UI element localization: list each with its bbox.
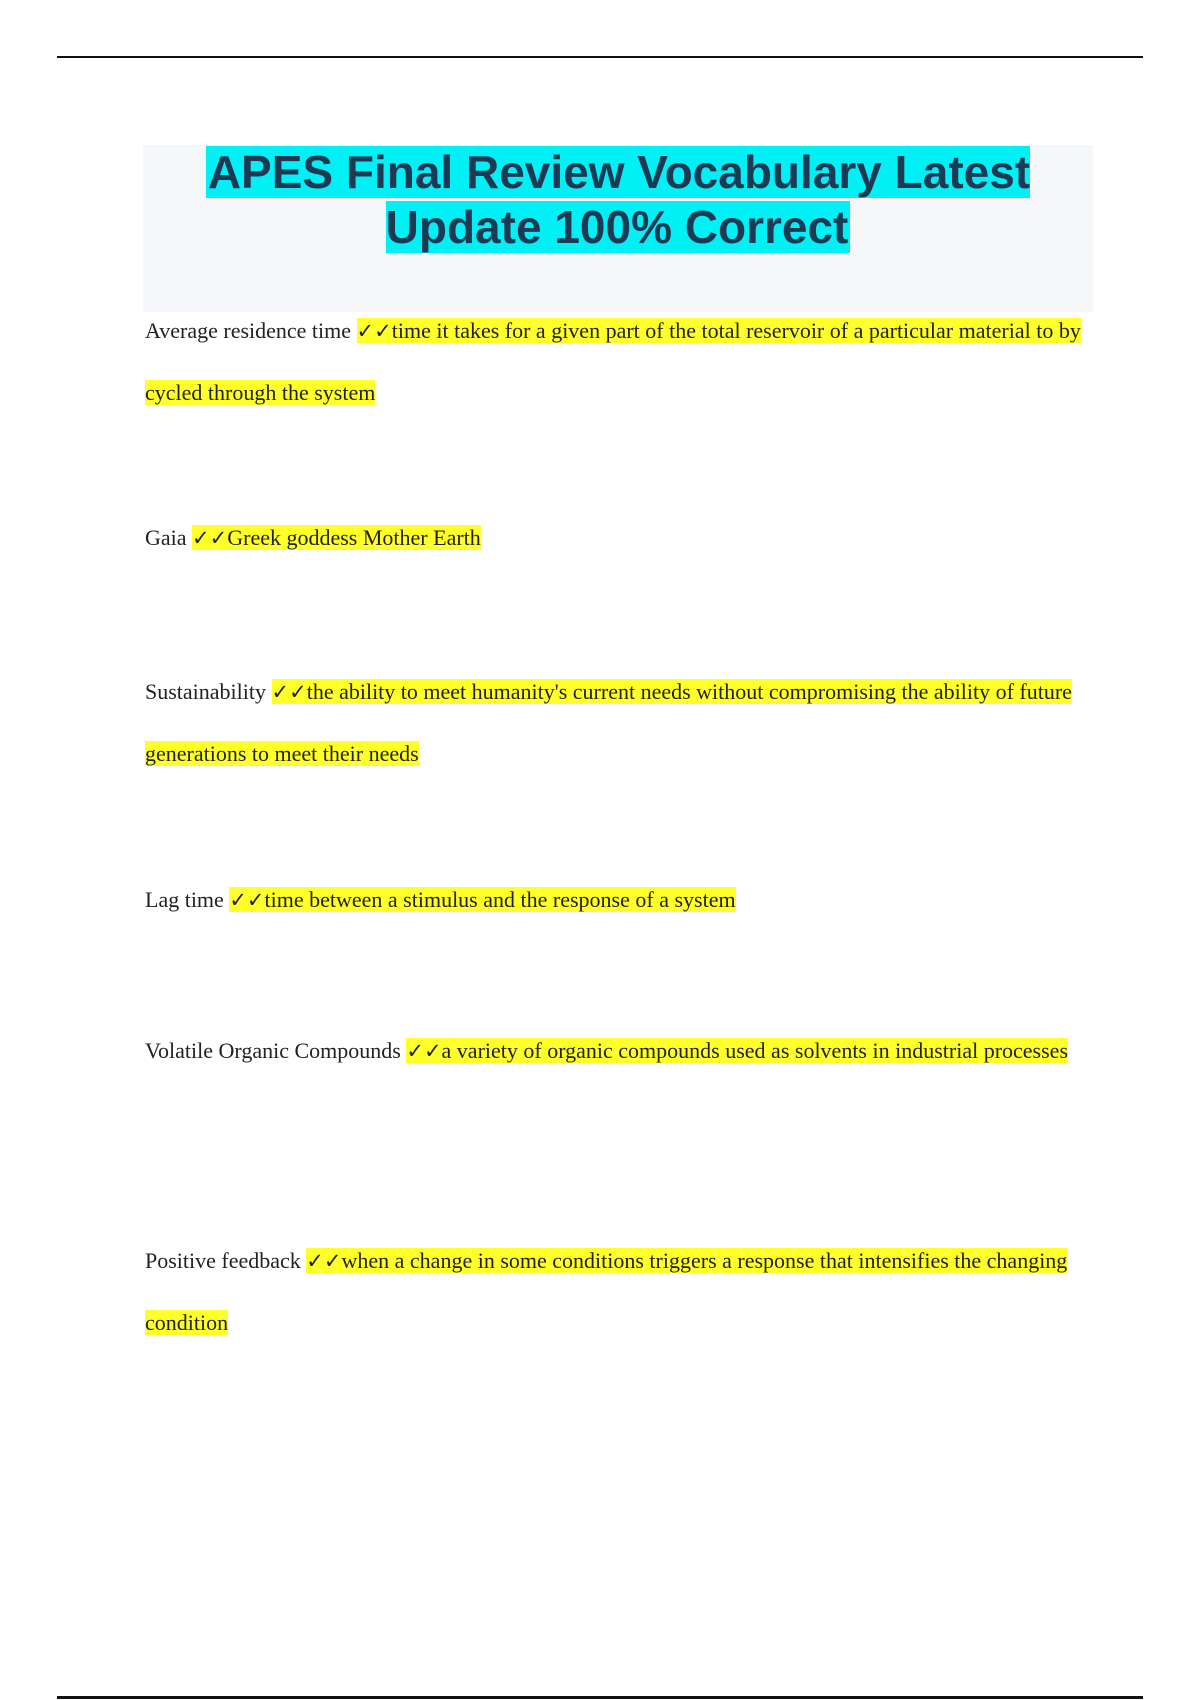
vocab-term: Volatile Organic Compounds — [145, 1038, 401, 1063]
vocab-definition-highlight — [192, 525, 481, 550]
vocab-entry — [145, 1230, 1085, 1353]
double-check-icon: ✓✓ — [306, 1249, 342, 1273]
vocab-definition-highlight — [406, 1038, 1068, 1063]
vocab-definition-highlight — [229, 887, 735, 912]
vocab-term: Average residence time — [145, 318, 352, 343]
vocab-entry — [145, 661, 1085, 784]
vocab-definition: Greek goddess Mother Earth — [227, 525, 481, 550]
vocab-entry — [145, 507, 1085, 569]
vocab-definition-highlight — [145, 679, 1072, 766]
bottom-rule — [57, 1696, 1143, 1699]
double-check-icon: ✓✓ — [271, 680, 307, 704]
vocab-entry — [145, 1020, 1085, 1082]
document-title — [143, 145, 1093, 255]
vocab-entry — [145, 300, 1085, 423]
double-check-icon: ✓✓ — [192, 526, 228, 550]
vocab-term: Sustainability — [145, 679, 266, 704]
document-title-highlight: APES Final Review Vocabulary Latest Update 100% Correct — [207, 146, 1031, 253]
vocab-term: Gaia — [145, 525, 187, 550]
vocab-definition: time between a stimulus and the response of a system — [264, 887, 736, 912]
vocab-term: Lag time — [145, 887, 224, 912]
vocab-definition: a variety of organic compounds used as solvents in industrial processes — [441, 1038, 1069, 1063]
top-rule — [57, 56, 1143, 58]
double-check-icon: ✓✓ — [406, 1039, 442, 1063]
vocab-definition: the ability to meet humanity's current needs without compromising the ability of future generations to meet their needs — [145, 679, 1072, 766]
vocab-definition: when a change in some conditions triggers a response that intensifies the changing condition — [145, 1248, 1068, 1335]
double-check-icon: ✓✓ — [356, 319, 392, 343]
double-check-icon: ✓✓ — [229, 888, 265, 912]
title-block — [143, 145, 1093, 312]
vocab-term: Positive feedback — [145, 1248, 301, 1273]
vocab-definition: time it takes for a given part of the total reservoir of a particular material to by cycled through the system — [145, 318, 1081, 405]
vocab-entry — [145, 869, 1085, 931]
